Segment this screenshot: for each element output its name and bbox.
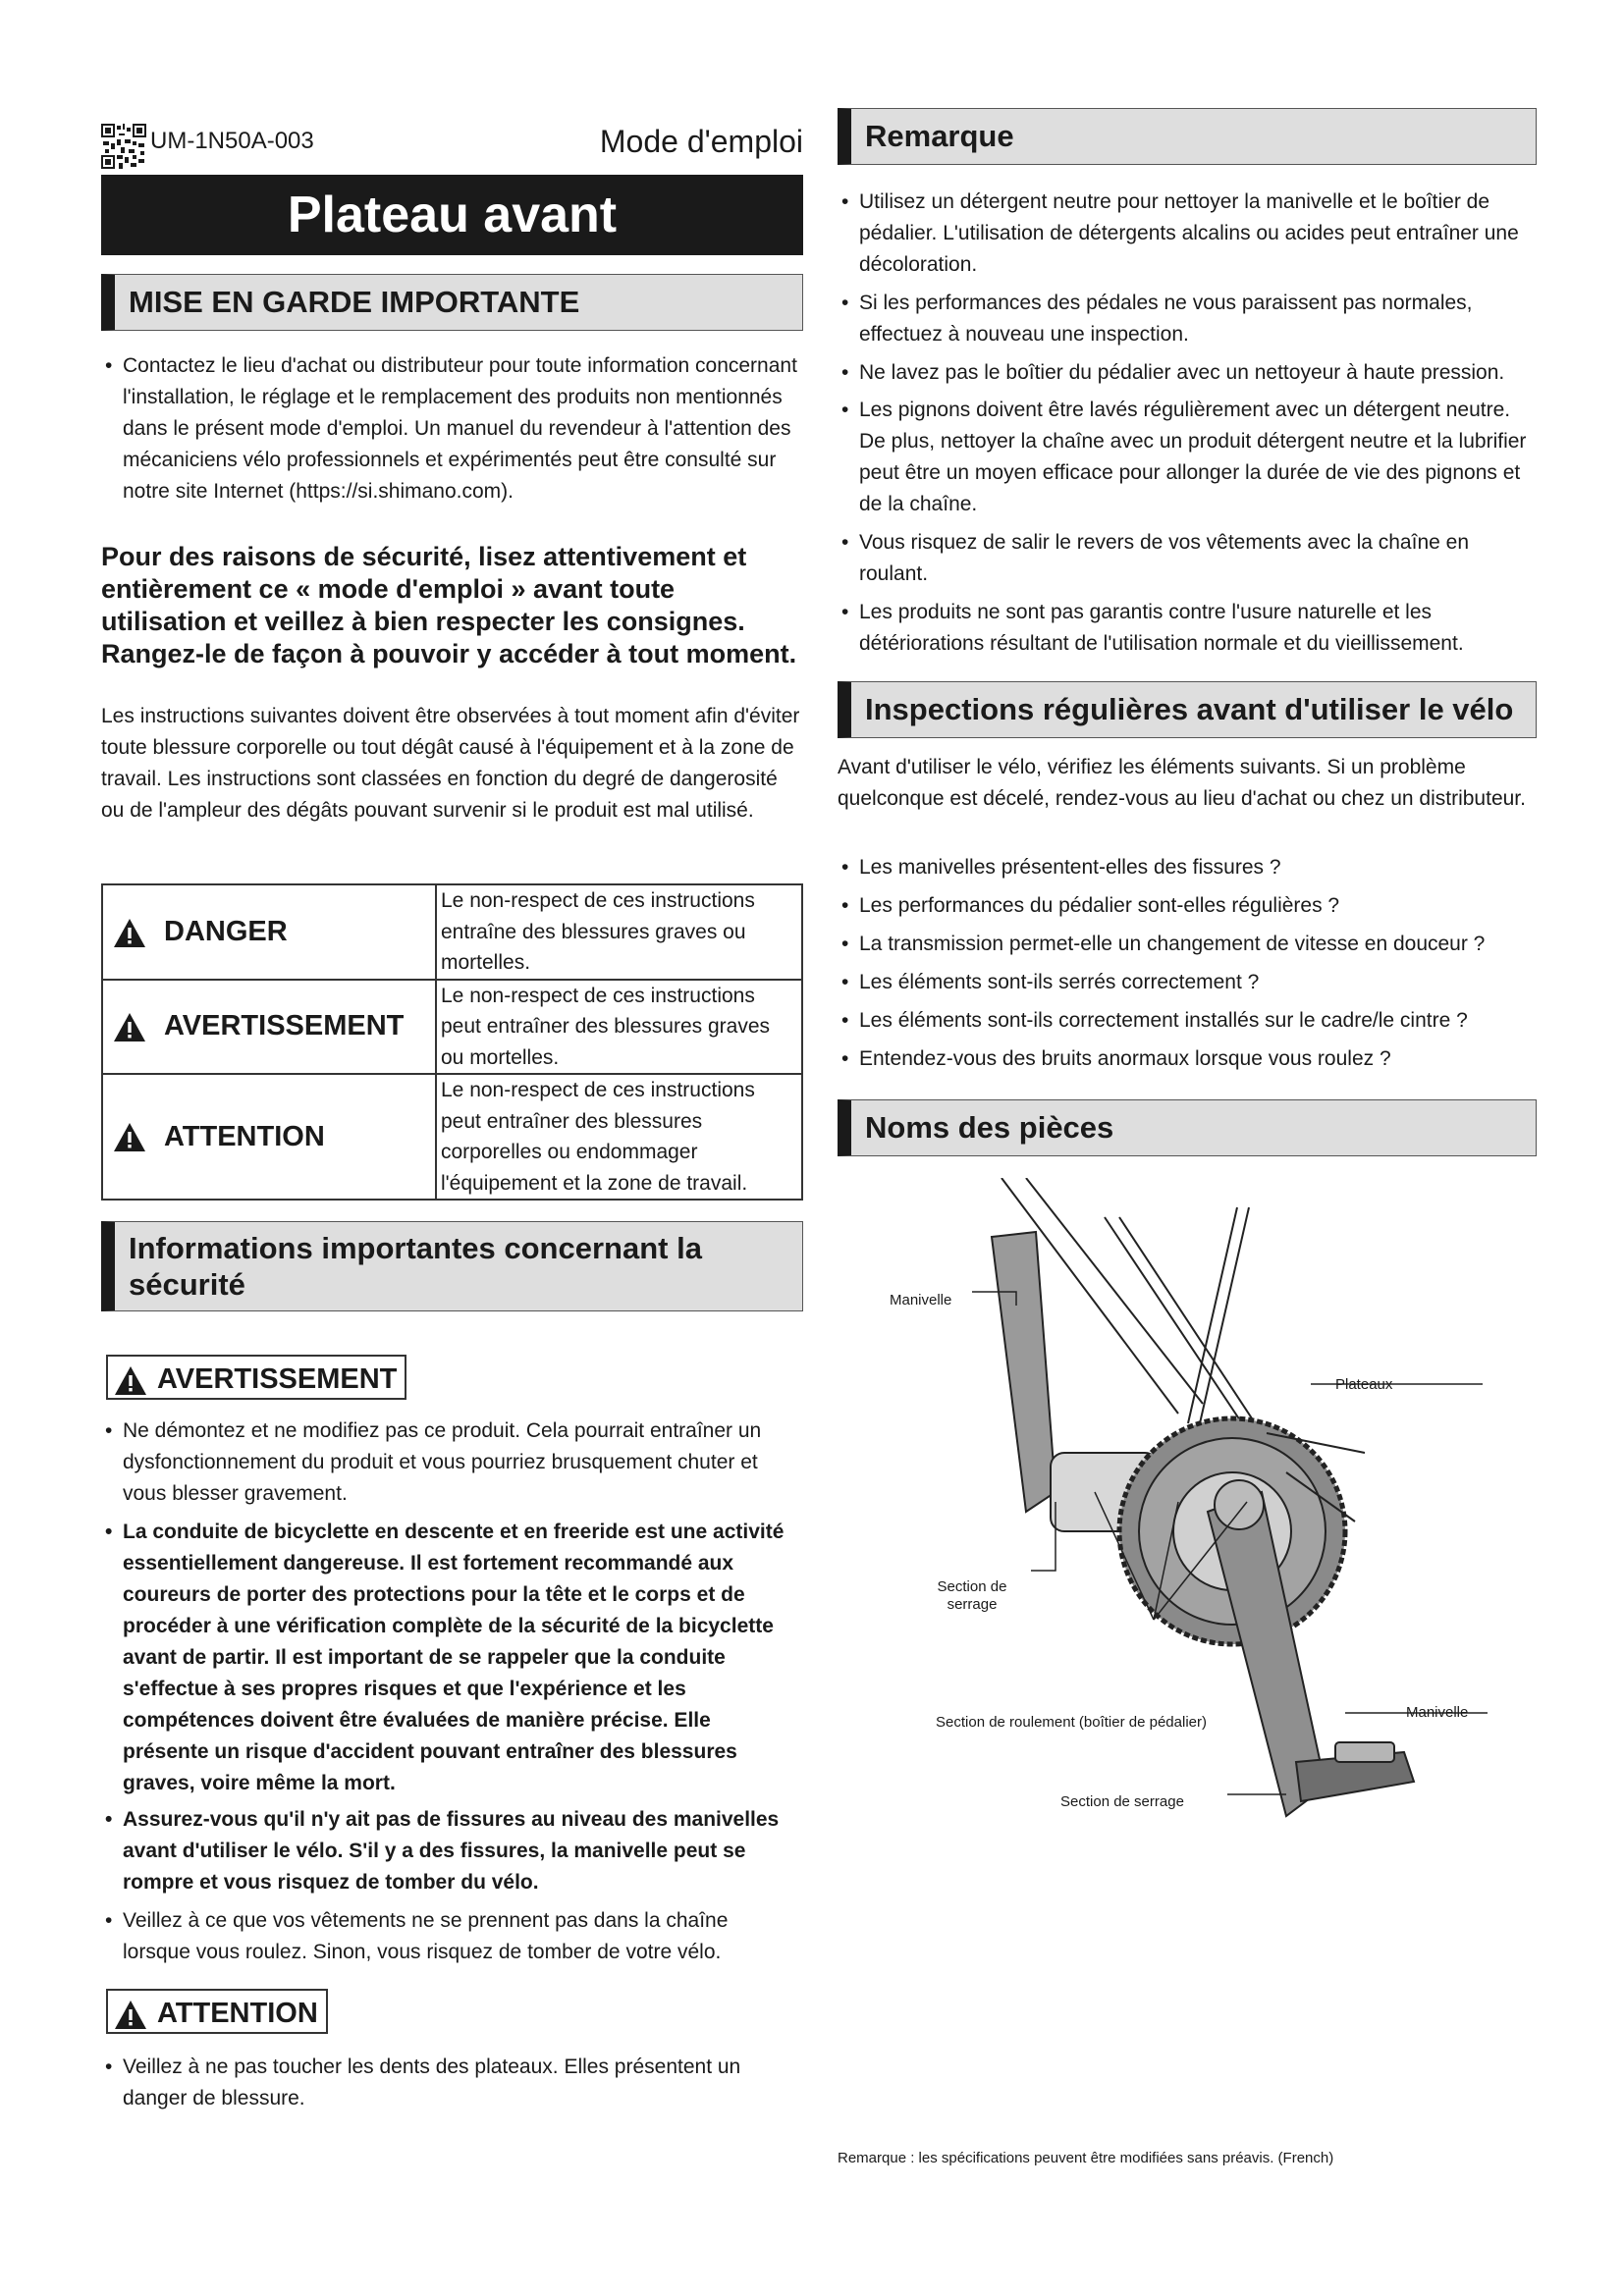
avertissement-box bbox=[106, 1355, 406, 1400]
doc-type: Mode d'emploi bbox=[599, 124, 803, 159]
safety-lead-text: Pour des raisons de sécurité, lisez attentivement et entièrement ce « mode d'emploi » avant toute utilisation et veillez à bien respecter les consignes. Rangez-le de façon à pouvoir y accéder à tout moment. bbox=[101, 542, 797, 668]
hazard-row-attention bbox=[102, 1074, 802, 1200]
hazard-table bbox=[101, 883, 803, 1201]
hazard-label: DANGER bbox=[164, 915, 288, 947]
label-section-roulement: Section de roulement (boîtier de pédalier) bbox=[936, 1714, 1207, 1731]
remarque-bullet: • Les pignons doivent être lavés régulièrement avec un détergent neutre. De plus, nettoyer la chaîne avec un produit détergent neutre et la lubrifier peut être un moyen efficace pour allonger la durée de vie des pignons et de la chaîne. bbox=[838, 395, 1537, 520]
section-heading-pieces: Noms des pièces bbox=[838, 1099, 1537, 1156]
remarque-bullet: • Ne lavez pas le boîtier du pédalier avec un nettoyeur à haute pression. bbox=[838, 357, 1537, 389]
hazard-label: ATTENTION bbox=[164, 1120, 325, 1152]
warning-triangle-icon bbox=[114, 2000, 147, 2030]
inspection-item: • Les performances du pédalier sont-elles régulières ? bbox=[838, 890, 1537, 922]
avertissement-label: AVERTISSEMENT bbox=[157, 1363, 398, 1395]
warning-triangle-icon bbox=[114, 1365, 147, 1396]
attention-label: ATTENTION bbox=[157, 1998, 318, 2029]
section-heading-remarque: Remarque bbox=[838, 108, 1537, 165]
remarque-bullet: • Si les performances des pédales ne vous paraissent pas normales, effectuez à nouveau une inspection. bbox=[838, 288, 1537, 350]
warning-triangle-icon bbox=[113, 918, 146, 948]
section-heading-mise-en-garde: MISE EN GARDE IMPORTANTE bbox=[101, 274, 803, 331]
inspection-item: • Les éléments sont-ils correctement installés sur le cadre/le cintre ? bbox=[838, 1005, 1537, 1037]
crankset-diagram bbox=[854, 1178, 1532, 1845]
remarque-bullet: • Vous risquez de salir le revers de vos vêtements avec la chaîne en roulant. bbox=[838, 527, 1537, 590]
section-heading-securite: Informations importantes concernant la sécurité bbox=[101, 1221, 803, 1311]
hazard-text: Le non-respect de ces instructions peut entraîner des blessures corporelles ou endommager l'équipement et la zone de travail. bbox=[436, 1074, 802, 1200]
inspection-item: • La transmission permet-elle un changement de vitesse en douceur ? bbox=[838, 929, 1537, 960]
warning-bullet: • Ne démontez et ne modifiez pas ce produit. Cela pourrait entraîner un dysfonctionnement du produit et vous pourriez brusquement chuter et vous blesser gravement. bbox=[101, 1415, 788, 1510]
label-section-serrage-1: Section de serrage bbox=[937, 1578, 1007, 1613]
hazard-label: AVERTISSEMENT bbox=[164, 1010, 405, 1042]
attention-bullet: • Veillez à ne pas toucher les dents des plateaux. Elles présentent un danger de blessure. bbox=[101, 2052, 788, 2114]
footer-note: Remarque : les spécifications peuvent être modifiées sans préavis. (French) bbox=[838, 2150, 1334, 2166]
inspection-item: • Les éléments sont-ils serrés correctement ? bbox=[838, 967, 1537, 998]
label-section-serrage-2: Section de serrage bbox=[1060, 1793, 1184, 1810]
warning-triangle-icon bbox=[113, 1122, 146, 1152]
attention-box bbox=[106, 1989, 328, 2034]
qr-code-icon bbox=[101, 124, 146, 169]
mise-en-garde-bullet: • Contactez le lieu d'achat ou distributeur pour toute information concernant l'installation, le réglage et le remplacement des produits non mentionnés dans le présent mode d'emploi. Un manuel du revendeur à l'attention des mécaniciens vélo professionnels et expérimentés peut être consulté sur notre site Internet (https://si.shimano.com). bbox=[101, 350, 803, 507]
hazard-row-danger bbox=[102, 884, 802, 980]
warning-triangle-icon bbox=[113, 1012, 146, 1042]
doc-code: UM-1N50A-003 bbox=[150, 128, 314, 154]
label-manivelle-top: Manivelle bbox=[890, 1292, 952, 1308]
hazard-row-avertissement bbox=[102, 980, 802, 1075]
warning-bullet: • Veillez à ce que vos vêtements ne se prennent pas dans la chaîne lorsque vous roulez. Sinon, vous risquez de tomber de votre vélo. bbox=[101, 1905, 788, 1968]
instructions-paragraph: Les instructions suivantes doivent être observées à tout moment afin d'éviter toute blessure corporelle ou tout dégât causé à l'équipement et à la zone de travail. Les instructions sont classées en fonction du degré de dangerosité ou de l'ampleur des dégâts pouvant survenir si le produit est mal utilisé. bbox=[101, 705, 800, 822]
warning-bullet: • Assurez-vous qu'il n'y ait pas de fissures au niveau des manivelles avant d'utiliser le vélo. S'il y a des fissures, la manivelle peut se rompre et vous risquez de tomber du vélo. bbox=[101, 1804, 788, 1898]
inspections-intro: Avant d'utiliser le vélo, vérifiez les éléments suivants. Si un problème quelconque est décelé, rendez-vous au lieu d'achat ou chez un distributeur. bbox=[838, 756, 1526, 810]
remarque-bullet: • Utilisez un détergent neutre pour nettoyer la manivelle et le boîtier de pédalier. L'utilisation de détergents alcalins ou acides peut entraîner une décoloration. bbox=[838, 187, 1537, 281]
hazard-text: Le non-respect de ces instructions peut entraîner des blessures graves ou mortelles. bbox=[436, 980, 802, 1075]
label-manivelle-bottom: Manivelle bbox=[1406, 1704, 1469, 1721]
label-plateaux: Plateaux bbox=[1335, 1376, 1393, 1393]
remarque-bullet: • Les produits ne sont pas garantis contre l'usure naturelle et les détériorations résultant de l'utilisation normale et du vieillissement. bbox=[838, 597, 1537, 660]
page-title: Plateau avant bbox=[101, 175, 803, 255]
doc-header bbox=[101, 122, 803, 171]
inspection-item: • Les manivelles présentent-elles des fissures ? bbox=[838, 852, 1537, 883]
warning-bullet: • La conduite de bicyclette en descente et en freeride est une activité essentiellement dangereuse. Il est fortement recommandé aux coureurs de porter des protections pour la tête et le corps et de procéder à une vérification complète de la sécurité de la bicyclette avant de partir. Il est important de se rappeler que la conduite s'effectue à ses propres risques et que l'expérience et les compétences doivent être évaluées de manière précise. Elle présente un risque d'accident pouvant entraîner des blessures graves, voire même la mort. bbox=[101, 1517, 798, 1799]
hazard-text: Le non-respect de ces instructions entraîne des blessures graves ou mortelles. bbox=[436, 884, 802, 980]
inspection-item: • Entendez-vous des bruits anormaux lorsque vous roulez ? bbox=[838, 1043, 1537, 1075]
section-heading-inspections: Inspections régulières avant d'utiliser le vélo bbox=[838, 681, 1537, 738]
